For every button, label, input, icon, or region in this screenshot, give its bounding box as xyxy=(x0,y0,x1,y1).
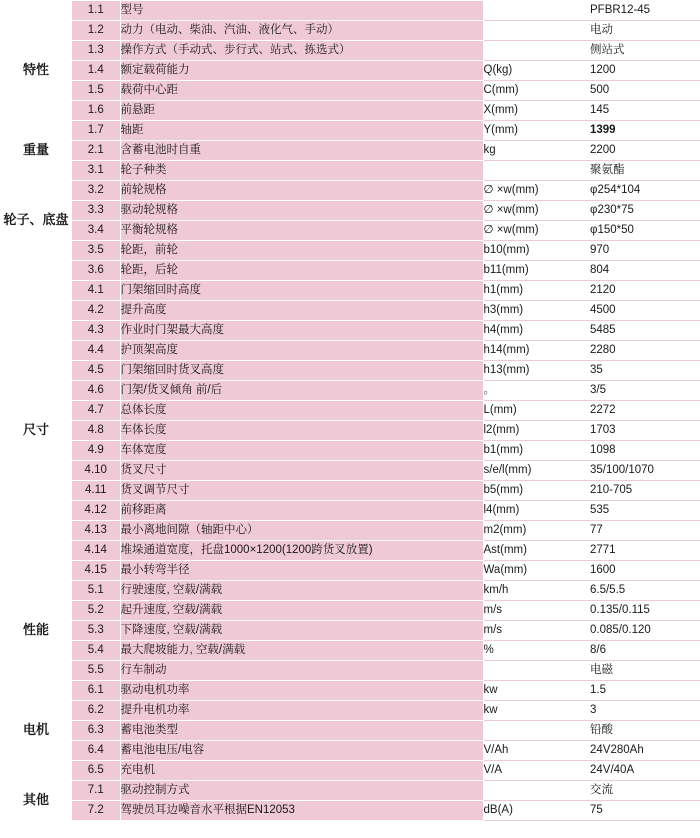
row-label: 平衡轮规格 xyxy=(120,221,483,241)
row-number: 3.1 xyxy=(72,161,120,181)
row-value: 210-705 xyxy=(590,481,700,501)
row-unit: ∅ ×w(mm) xyxy=(483,201,590,221)
row-value: φ230*75 xyxy=(590,201,700,221)
row-unit xyxy=(483,661,590,681)
row-label: 行驶速度, 空载/满载 xyxy=(120,581,483,601)
row-unit xyxy=(483,21,590,41)
row-unit: l2(mm) xyxy=(483,421,590,441)
row-label: 充电机 xyxy=(120,761,483,781)
table-row xyxy=(0,221,700,241)
table-row xyxy=(0,281,700,301)
table-row xyxy=(0,61,700,81)
row-label: 蓄电池电压/电容 xyxy=(120,741,483,761)
row-unit xyxy=(483,721,590,741)
row-label: 起升速度, 空载/满载 xyxy=(120,601,483,621)
row-label: 轮子种类 xyxy=(120,161,483,181)
table-row xyxy=(0,401,700,421)
row-number: 3.2 xyxy=(72,181,120,201)
table-row xyxy=(0,121,700,141)
row-value: 500 xyxy=(590,81,700,101)
table-row xyxy=(0,41,700,61)
row-label: 最小离地间隙（轴距中心） xyxy=(120,521,483,541)
row-value: 1399 xyxy=(590,121,700,141)
row-number: 3.3 xyxy=(72,201,120,221)
row-value: 2120 xyxy=(590,281,700,301)
row-number: 4.5 xyxy=(72,361,120,381)
table-row xyxy=(0,641,700,661)
row-label: 门架缩回时高度 xyxy=(120,281,483,301)
row-value: 75 xyxy=(590,801,700,821)
table-row xyxy=(0,501,700,521)
row-value: 1600 xyxy=(590,561,700,581)
row-number: 5.3 xyxy=(72,621,120,641)
table-row xyxy=(0,261,700,281)
row-number: 4.12 xyxy=(72,501,120,521)
row-label: 驱动电机功率 xyxy=(120,681,483,701)
row-value: 24V/40A xyxy=(590,761,700,781)
table-row xyxy=(0,761,700,781)
group-label: 轮子、底盘 xyxy=(0,161,72,281)
row-number: 5.4 xyxy=(72,641,120,661)
row-number: 4.4 xyxy=(72,341,120,361)
row-unit: ∅ ×w(mm) xyxy=(483,181,590,201)
row-label: 轮距，后轮 xyxy=(120,261,483,281)
row-number: 3.4 xyxy=(72,221,120,241)
row-number: 4.11 xyxy=(72,481,120,501)
table-row xyxy=(0,141,700,161)
row-unit xyxy=(483,781,590,801)
row-number: 6.2 xyxy=(72,701,120,721)
row-number: 6.1 xyxy=(72,681,120,701)
row-label: 车体宽度 xyxy=(120,441,483,461)
row-value: 6.5/5.5 xyxy=(590,581,700,601)
row-value: 铅酸 xyxy=(590,721,700,741)
row-label: 动力（电动、柴油、汽油、液化气、手动） xyxy=(120,21,483,41)
row-unit: Ast(mm) xyxy=(483,541,590,561)
table-row xyxy=(0,321,700,341)
row-label: 护顶架高度 xyxy=(120,341,483,361)
row-value: 0.085/0.120 xyxy=(590,621,700,641)
row-unit: m/s xyxy=(483,621,590,641)
row-label: 堆垛通道宽度，托盘1000×1200(1200跨货叉放置) xyxy=(120,541,483,561)
row-number: 1.7 xyxy=(72,121,120,141)
row-unit: m2(mm) xyxy=(483,521,590,541)
row-value: φ150*50 xyxy=(590,221,700,241)
row-label: 型号 xyxy=(120,1,483,21)
row-label: 下降速度, 空载/满载 xyxy=(120,621,483,641)
row-unit: s/e/l(mm) xyxy=(483,461,590,481)
row-value: 聚氨酯 xyxy=(590,161,700,181)
row-number: 6.4 xyxy=(72,741,120,761)
row-value: 77 xyxy=(590,521,700,541)
row-value: 24V280Ah xyxy=(590,741,700,761)
row-value: 970 xyxy=(590,241,700,261)
row-number: 5.2 xyxy=(72,601,120,621)
row-value: 电磁 xyxy=(590,661,700,681)
row-number: 5.5 xyxy=(72,661,120,681)
row-number: 6.5 xyxy=(72,761,120,781)
row-unit: h13(mm) xyxy=(483,361,590,381)
row-unit: C(mm) xyxy=(483,81,590,101)
row-label: 驱动控制方式 xyxy=(120,781,483,801)
table-row xyxy=(0,621,700,641)
row-label: 前移距离 xyxy=(120,501,483,521)
row-unit: kw xyxy=(483,681,590,701)
row-number: 4.13 xyxy=(72,521,120,541)
row-unit: h4(mm) xyxy=(483,321,590,341)
table-row xyxy=(0,101,700,121)
row-label: 蓄电池类型 xyxy=(120,721,483,741)
row-number: 1.4 xyxy=(72,61,120,81)
row-label: 作业时门架最大高度 xyxy=(120,321,483,341)
row-value: 2200 xyxy=(590,141,700,161)
row-number: 4.10 xyxy=(72,461,120,481)
row-label: 含蓄电池时自重 xyxy=(120,141,483,161)
row-unit: b11(mm) xyxy=(483,261,590,281)
table-row xyxy=(0,241,700,261)
row-number: 7.1 xyxy=(72,781,120,801)
row-label: 轴距 xyxy=(120,121,483,141)
table-row xyxy=(0,541,700,561)
table-row xyxy=(0,441,700,461)
table-row xyxy=(0,681,700,701)
row-unit: X(mm) xyxy=(483,101,590,121)
row-label: 总体长度 xyxy=(120,401,483,421)
table-row xyxy=(0,561,700,581)
row-unit: h14(mm) xyxy=(483,341,590,361)
row-value: 35 xyxy=(590,361,700,381)
row-unit xyxy=(483,1,590,21)
row-value: 2272 xyxy=(590,401,700,421)
row-unit: Wa(mm) xyxy=(483,561,590,581)
row-number: 7.2 xyxy=(72,801,120,821)
group-label: 特性 xyxy=(0,1,72,141)
row-label: 驱动轮规格 xyxy=(120,201,483,221)
row-unit: % xyxy=(483,641,590,661)
table-row xyxy=(0,81,700,101)
row-number: 4.15 xyxy=(72,561,120,581)
row-number: 4.14 xyxy=(72,541,120,561)
row-label: 货叉尺寸 xyxy=(120,461,483,481)
row-unit: b5(mm) xyxy=(483,481,590,501)
row-number: 1.5 xyxy=(72,81,120,101)
table-row xyxy=(0,381,700,401)
table-row xyxy=(0,801,700,821)
row-value: PFBR12-45 xyxy=(590,1,700,21)
row-unit: ∅ ×w(mm) xyxy=(483,221,590,241)
row-label: 提升高度 xyxy=(120,301,483,321)
row-unit: h3(mm) xyxy=(483,301,590,321)
row-unit: kw xyxy=(483,701,590,721)
row-number: 1.3 xyxy=(72,41,120,61)
group-label: 电机 xyxy=(0,681,72,781)
row-label: 额定载荷能力 xyxy=(120,61,483,81)
row-label: 最小转弯半径 xyxy=(120,561,483,581)
group-label: 尺寸 xyxy=(0,281,72,581)
row-label: 载荷中心距 xyxy=(120,81,483,101)
table-row xyxy=(0,481,700,501)
table-row xyxy=(0,781,700,801)
row-number: 1.2 xyxy=(72,21,120,41)
row-label: 提升电机功率 xyxy=(120,701,483,721)
row-value: 1.5 xyxy=(590,681,700,701)
row-value: 8/6 xyxy=(590,641,700,661)
table-row xyxy=(0,421,700,441)
group-label: 性能 xyxy=(0,581,72,681)
row-unit: L(mm) xyxy=(483,401,590,421)
table-row xyxy=(0,521,700,541)
row-label: 行车制动 xyxy=(120,661,483,681)
row-number: 1.6 xyxy=(72,101,120,121)
row-value: 3 xyxy=(590,701,700,721)
row-label: 轮距，前轮 xyxy=(120,241,483,261)
row-value: 1200 xyxy=(590,61,700,81)
row-number: 4.2 xyxy=(72,301,120,321)
table-row xyxy=(0,341,700,361)
row-label: 操作方式（手动式、步行式、站式、拣选式） xyxy=(120,41,483,61)
row-unit: dB(A) xyxy=(483,801,590,821)
table-row xyxy=(0,301,700,321)
row-value: 3/5 xyxy=(590,381,700,401)
row-number: 5.1 xyxy=(72,581,120,601)
row-number: 2.1 xyxy=(72,141,120,161)
row-unit: Q(kg) xyxy=(483,61,590,81)
table-row xyxy=(0,721,700,741)
row-number: 4.6 xyxy=(72,381,120,401)
row-value: 535 xyxy=(590,501,700,521)
row-unit: m/s xyxy=(483,601,590,621)
row-value: 1098 xyxy=(590,441,700,461)
row-label: 门架/货叉倾角 前/后 xyxy=(120,381,483,401)
row-value: 804 xyxy=(590,261,700,281)
table-row xyxy=(0,201,700,221)
table-row xyxy=(0,1,700,21)
table-row xyxy=(0,601,700,621)
row-label: 前轮规格 xyxy=(120,181,483,201)
row-unit: V/A xyxy=(483,761,590,781)
row-unit xyxy=(483,161,590,181)
table-row xyxy=(0,181,700,201)
row-value: 5485 xyxy=(590,321,700,341)
row-value: 1703 xyxy=(590,421,700,441)
row-label: 货叉调节尺寸 xyxy=(120,481,483,501)
row-unit: kg xyxy=(483,141,590,161)
row-value: 35/100/1070 xyxy=(590,461,700,481)
table-row xyxy=(0,741,700,761)
table-row xyxy=(0,461,700,481)
table-row xyxy=(0,701,700,721)
row-value: 4500 xyxy=(590,301,700,321)
row-unit xyxy=(483,41,590,61)
table-row xyxy=(0,661,700,681)
group-label: 其他 xyxy=(0,781,72,821)
row-number: 4.3 xyxy=(72,321,120,341)
row-number: 4.7 xyxy=(72,401,120,421)
row-label: 前悬距 xyxy=(120,101,483,121)
row-number: 6.3 xyxy=(72,721,120,741)
row-value: 145 xyxy=(590,101,700,121)
row-number: 4.9 xyxy=(72,441,120,461)
row-label: 车体长度 xyxy=(120,421,483,441)
row-value: 2280 xyxy=(590,341,700,361)
row-value: 电动 xyxy=(590,21,700,41)
row-unit: l4(mm) xyxy=(483,501,590,521)
row-value: 0.135/0.115 xyxy=(590,601,700,621)
row-unit: km/h xyxy=(483,581,590,601)
specification-table-body xyxy=(0,1,700,821)
row-value: φ254*104 xyxy=(590,181,700,201)
row-value: 2771 xyxy=(590,541,700,561)
row-unit: 。 xyxy=(483,381,590,401)
row-unit: V/Ah xyxy=(483,741,590,761)
row-number: 1.1 xyxy=(72,1,120,21)
table-row xyxy=(0,581,700,601)
row-value: 侧站式 xyxy=(590,41,700,61)
row-unit: b10(mm) xyxy=(483,241,590,261)
row-number: 3.5 xyxy=(72,241,120,261)
row-label: 门架缩回时货叉高度 xyxy=(120,361,483,381)
table-row xyxy=(0,161,700,181)
row-label: 驾驶员耳边噪音水平根据EN12053 xyxy=(120,801,483,821)
group-label: 重量 xyxy=(0,141,72,161)
row-label: 最大爬坡能力, 空载/满载 xyxy=(120,641,483,661)
row-unit: h1(mm) xyxy=(483,281,590,301)
table-row xyxy=(0,21,700,41)
row-number: 4.1 xyxy=(72,281,120,301)
table-row xyxy=(0,361,700,381)
row-unit: Y(mm) xyxy=(483,121,590,141)
row-number: 4.8 xyxy=(72,421,120,441)
row-unit: b1(mm) xyxy=(483,441,590,461)
row-number: 3.6 xyxy=(72,261,120,281)
row-value: 交流 xyxy=(590,781,700,801)
